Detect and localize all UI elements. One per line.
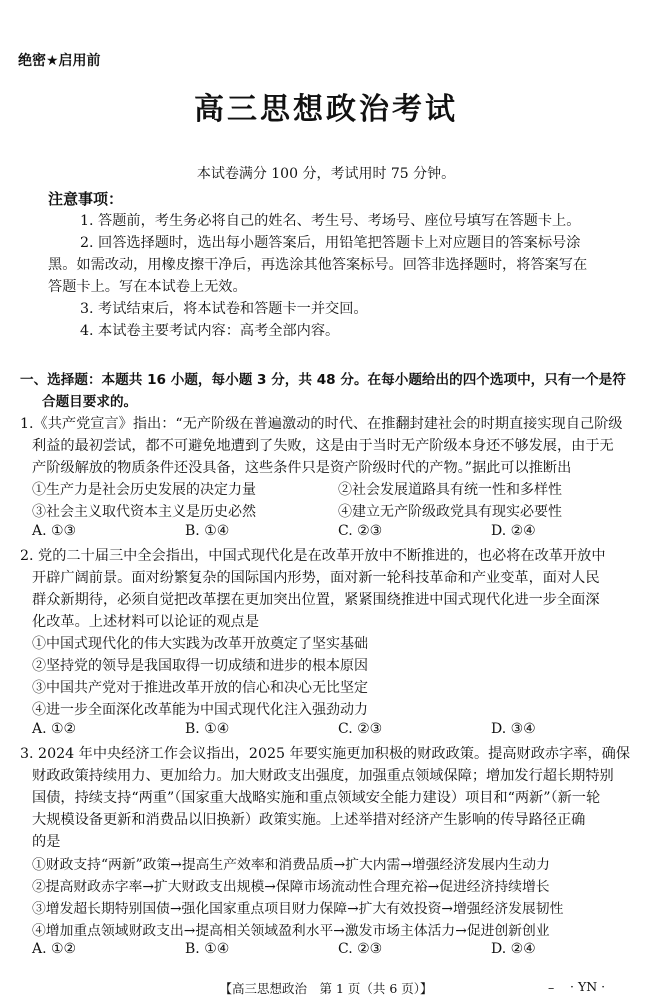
q3-stem: 的是 [32,834,61,850]
q3-item-1: ①财政支持“两新”政策→提高生产效率和消费品质→扩大内需→增强经济发展内生动力 [32,857,550,873]
q3-stem: 国债，持续支持“两重”（国家重大战略实施和重点领域安全能力建设）项目和“两新”（新一轮 [32,790,601,806]
section-heading: 一、选择题：本题共 16 小题，每小题 3 分，共 48 分。在每小题给出的四个选项中，只有一个是符 [20,372,626,388]
q3-stem: 财政政策持续用力、更加给力。加大财政支出强度，加强重点领域保障；增加发行超长期特别 [32,768,614,784]
notice-line: 2. 回答选择题时，选出每小题答案后，用铅笔把答题卡上对应题目的答案标号涂 [80,235,581,251]
q3-choice-c: C. ②③ [338,941,383,957]
q2-choice-c: C. ②③ [338,721,383,737]
q3-choice-b: B. ①④ [185,941,230,957]
q2-item-4: ④进一步全面深化改革能为中国式现代化注入强劲动力 [32,702,368,718]
notice-line: 答题卡上。写在本试卷上无效。 [48,279,247,295]
notice-line: 黑。如需改动，用橡皮擦干净后，再选涂其他答案标号。回答非选择题时，将答案写在 [48,257,588,273]
q1-item-2: ②社会发展道路具有统一性和多样性 [338,482,562,498]
q1-choice-a: A. ①③ [32,523,77,539]
q2-item-3: ③中国共产党对于推进改革开放的信心和决心无比坚定 [32,680,368,696]
q2-choice-b: B. ①④ [185,721,230,737]
footer-dash: – [548,980,555,995]
notice-line: 3. 考试结束后，将本试卷和答题卡一并交回。 [80,301,368,317]
q3-choice-a: A. ①② [32,941,77,957]
q1-choice-c: C. ②③ [338,523,383,539]
q3-stem: 3. 2024 年中央经济工作会议指出，2025 年要实施更加积极的财政政策。提高财政赤字率，确保 [20,746,631,762]
notice-line: 1. 答题前，考生务必将自己的姓名、考生号、考场号、座位号填写在答题卡上。 [80,213,581,229]
confidential-label: 绝密★启用前 [18,53,101,69]
q2-stem: 群众新期待，必须自觉把改革摆在更加突出位置，紧紧围绕推进中国式现代化进一步全面深 [32,592,600,608]
page-title: 高三思想政治考试 [194,92,458,127]
q2-stem: 2. 党的二十届三中全会指出，中国式现代化是在改革开放中不断推进的，也必将在改革开放中 [20,548,606,564]
q3-item-3: ③增发超长期特别国债→强化国家重点项目财力保障→扩大有效投资→增强经济发展韧性 [32,901,564,917]
q2-choice-a: A. ①② [32,721,77,737]
q1-item-3: ③社会主义取代资本主义是历史必然 [32,504,256,520]
q1-stem: 产阶级解放的物质条件还没具备，这些条件只是资产阶级时代的产物。”据此可以推断出 [32,460,572,476]
q3-choice-d: D. ②④ [491,941,536,957]
page-footer: 【高三思想政治 第 1 页（共 6 页）】 [219,981,433,996]
q1-item-4: ④建立无产阶级政党具有现实必要性 [338,504,562,520]
q2-choice-d: D. ③④ [491,721,536,737]
footer-region-code: · YN · [570,979,606,994]
notice-line: 4. 本试卷主要考试内容：高考全部内容。 [80,323,340,339]
q2-stem: 开辟广阔前景。面对纷繁复杂的国际国内形势，面对新一轮科技革命和产业变革，面对人民 [32,570,600,586]
q3-item-2: ②提高财政赤字率→扩大财政支出规模→保障市场流动性合理充裕→促进经济持续增长 [32,879,550,895]
exam-info: 本试卷满分 100 分，考试用时 75 分钟。 [196,166,456,182]
section-heading-cont: 合题目要求的。 [42,394,138,410]
q1-stem: 1.《共产党宣言》指出：“无产阶级在普遍激动的时代、在推翻封建社会的时期直接实现自己阶级 [20,416,623,432]
q2-stem: 化改革。上述材料可以论证的观点是 [32,614,260,630]
q1-item-1: ①生产力是社会历史发展的决定力量 [32,482,256,498]
q2-item-1: ①中国式现代化的伟大实践为改革开放奠定了坚实基础 [32,636,368,652]
notice-heading: 注意事项： [48,190,124,208]
q2-item-2: ②坚持党的领导是我国取得一切成绩和进步的根本原因 [32,658,368,674]
q3-stem: 大规模设备更新和消费品以旧换新）政策实施。上述举措对经济产生影响的传导路径正确 [32,812,586,828]
q1-choice-d: D. ②④ [491,523,536,539]
q1-stem: 利益的最初尝试，都不可避免地遭到了失败，这是由于当时无产阶级本身还不够发展，由于无 [32,438,614,454]
q1-choice-b: B. ①④ [185,523,230,539]
q3-item-4: ④增加重点领域财政支出→提高相关领域盈利水平→激发市场主体活力→促进创新创业 [32,923,550,939]
